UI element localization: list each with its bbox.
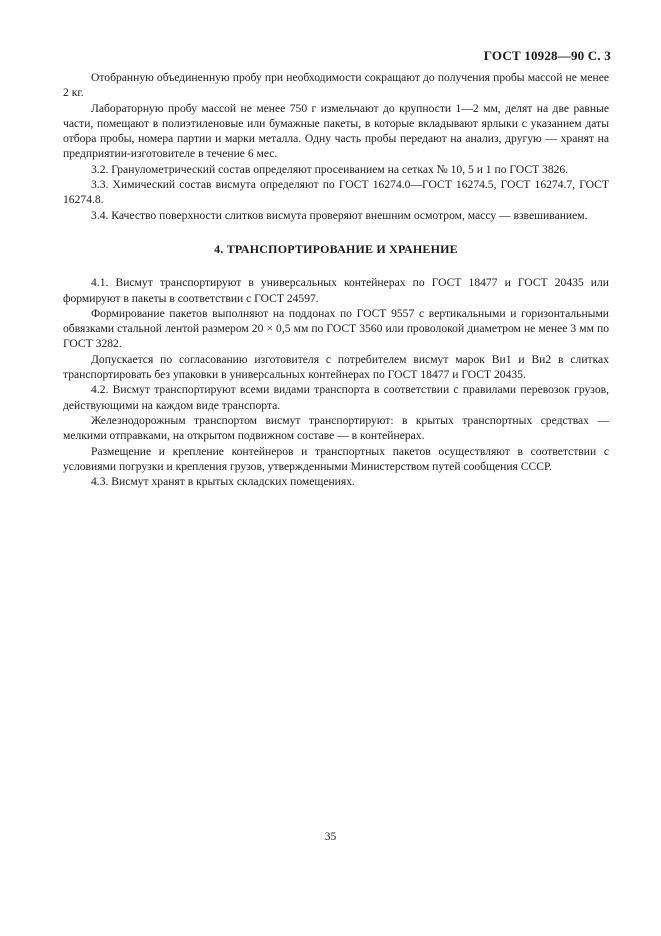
paragraph-4-3: 4.3. Висмут хранят в крытых складских помещениях. [91, 475, 355, 489]
page-header-doc-ref: ГОСТ 10928—90 С. 3 [483, 48, 611, 63]
paragraph-4-1: 4.1. Висмут транспортируют в универсальных контейнерах по ГОСТ 18477 и ГОСТ 20435 или формируют в пакеты в соответствии с ГОСТ 24597. [63, 276, 609, 305]
paragraph-lab-sample: Лабораторную пробу массой не менее 750 г измельчают до крупности 1—2 мм, делят на две равные части, помещают в полиэтиленовые или бумажные пакеты, в которые вкладывают ярлыки с указанием даты отбора пробы, номера партии и марки металла. Одну часть пробы передают на анализ, другую — хранят на предприятии-изготовителе в течение 6 мес. [63, 101, 609, 161]
document-body [63, 70, 609, 489]
paragraph-3-4: 3.4. Качество поверхности слитков висмута проверяют внешним осмотром, массу — взвешиванием. [91, 208, 588, 222]
page-number: 35 [324, 831, 337, 843]
paragraph-4-2: 4.2. Висмут транспортируют всеми видами транспорта в соответствии с правилами перевозок грузов, действующими на каждом виде транспорта. [63, 383, 609, 412]
paragraph-no-packaging: Допускается по согласованию изготовителя с потребителем висмут марок Ви1 и Ви2 в слитках транспортировать без упаковки в универсальных контейнерах по ГОСТ 18477 и ГОСТ 20435. [63, 352, 609, 382]
paragraph-sample-reduction: Отобранную объединенную пробу при необходимости сокращают до получения пробы массой не менее 2 кг. [63, 71, 609, 100]
paragraph-3-2: 3.2. Гранулометрический состав определяют просеиванием на сетках № 10, 5 и 1 по ГОСТ 3826. [91, 162, 569, 176]
paragraph-package-forming: Формирование пакетов выполняют на поддонах по ГОСТ 9557 с вертикальными и горизонтальными обвязками стальной лентой размером 20 × 0,5 мм по ГОСТ 3560 или проволокой диаметром не менее 3 мм по ГОСТ 3282. [63, 306, 609, 351]
section-4-title: 4. ТРАНСПОРТИРОВАНИЕ И ХРАНЕНИЕ [214, 241, 458, 256]
paragraph-railway: Железнодорожным транспортом висмут транспортируют: в крытых транспортных средствах — мелкими отправками, на открытом подвижном составе — в контейнерах. [63, 413, 609, 443]
paragraph-placement: Размещение и крепление контейнеров и транспортных пакетов осуществляют в соответствии с условиями погрузки и крепления грузов, утвержденными Министерством путей сообщения СССР. [63, 444, 609, 473]
paragraph-3-3: 3.3. Химический состав висмута определяют по ГОСТ 16274.0—ГОСТ 16274.5, ГОСТ 16274.7, ГОСТ 16274.8. [63, 178, 609, 207]
